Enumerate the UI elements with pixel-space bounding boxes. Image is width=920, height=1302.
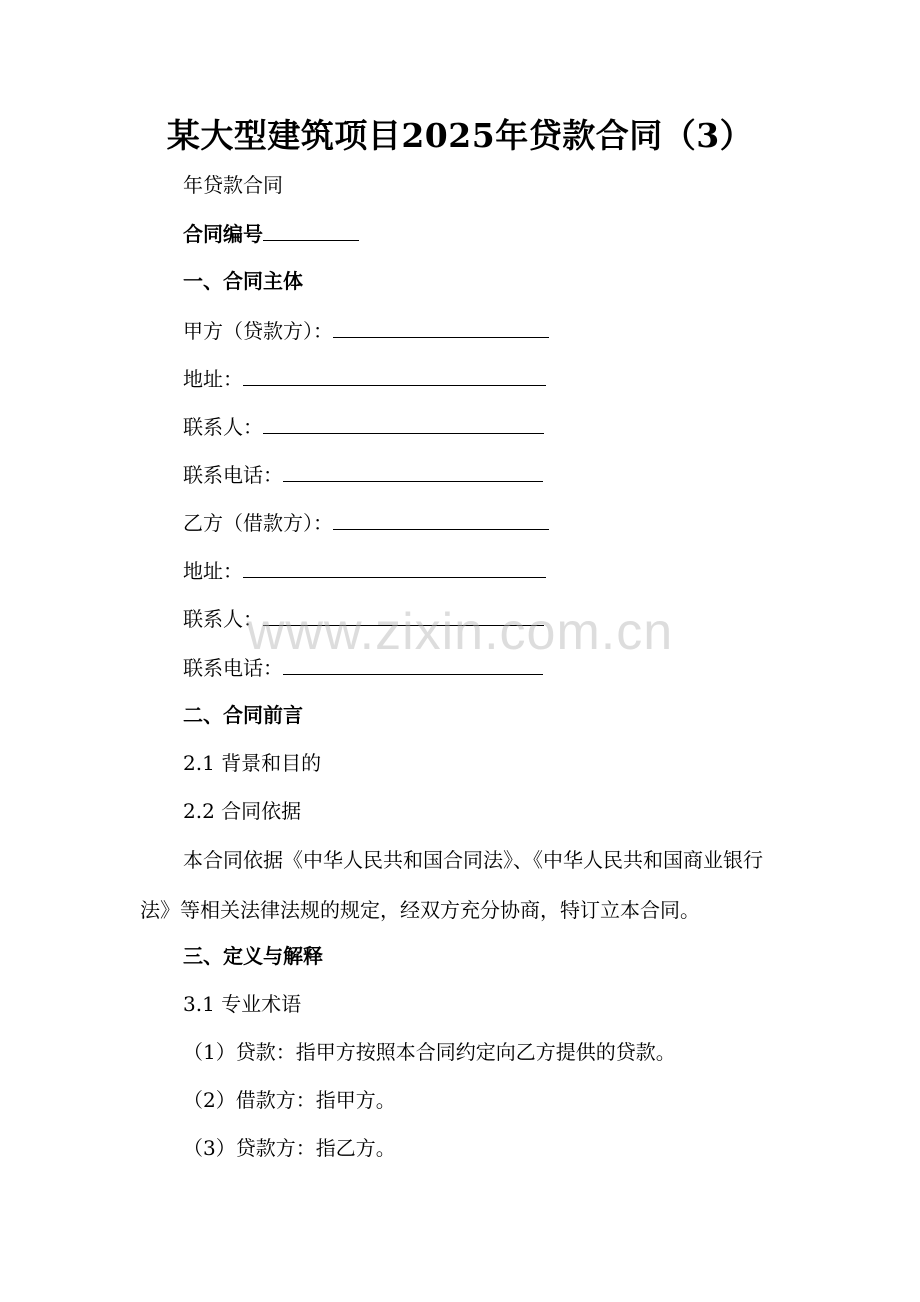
party-b-label: 乙方（借款方）： (183, 511, 333, 535)
term-3: （3）贷款方：指乙方。 (183, 1136, 396, 1160)
term-2: （2）借款方：指甲方。 (183, 1088, 396, 1112)
watermark: www.zixin.com.cn (246, 603, 674, 661)
contract-number-blank (263, 218, 359, 241)
party-a-contact-line (183, 411, 544, 442)
party-b-contact-line (183, 603, 544, 634)
contract-number-label: 合同编号 (183, 222, 263, 246)
party-b-line (183, 507, 549, 538)
term-1: （1）贷款：指甲方按照本合同约定向乙方提供的贷款。 (183, 1040, 676, 1064)
party-b-address-line (183, 555, 546, 586)
party-a-phone-blank (283, 459, 543, 482)
section3-heading: 三、定义与解释 (183, 944, 323, 968)
party-a-contact-blank (263, 411, 544, 434)
item-3-1: 3.1 专业术语 (183, 992, 302, 1016)
section1-heading: 一、合同主体 (183, 269, 303, 293)
contract-number-line (183, 218, 359, 249)
party-b-blank (333, 507, 549, 530)
party-b-address-label: 地址： (183, 559, 243, 583)
party-a-contact-label: 联系人： (183, 415, 263, 439)
section2-heading: 二、合同前言 (183, 703, 303, 727)
party-b-phone-line (183, 652, 543, 683)
document-title: 某大型建筑项目2025年贷款合同（3） (166, 116, 754, 155)
party-a-address-line (183, 363, 546, 394)
party-a-blank (333, 315, 549, 338)
basis-paragraph: 本合同依据《中华人民共和国合同法》、《中华人民共和国商业银行法》等相关法律法规的规定，经双方充分协商，特订立本合同。 (140, 848, 763, 922)
party-b-contact-label: 联系人： (183, 607, 263, 631)
party-b-phone-label: 联系电话： (183, 656, 283, 680)
item-2-2: 2.2 合同依据 (183, 799, 302, 823)
party-a-address-label: 地址： (183, 367, 243, 391)
party-b-address-blank (243, 555, 546, 578)
party-b-phone-blank (283, 652, 543, 675)
party-a-phone-label: 联系电话： (183, 463, 283, 487)
party-a-line (183, 315, 549, 346)
party-a-label: 甲方（贷款方）： (183, 319, 333, 343)
party-a-address-blank (243, 363, 546, 386)
document-subtitle: 年贷款合同 (183, 173, 283, 197)
party-b-contact-blank (263, 603, 544, 626)
item-2-1: 2.1 背景和目的 (183, 751, 322, 775)
party-a-phone-line (183, 459, 543, 490)
